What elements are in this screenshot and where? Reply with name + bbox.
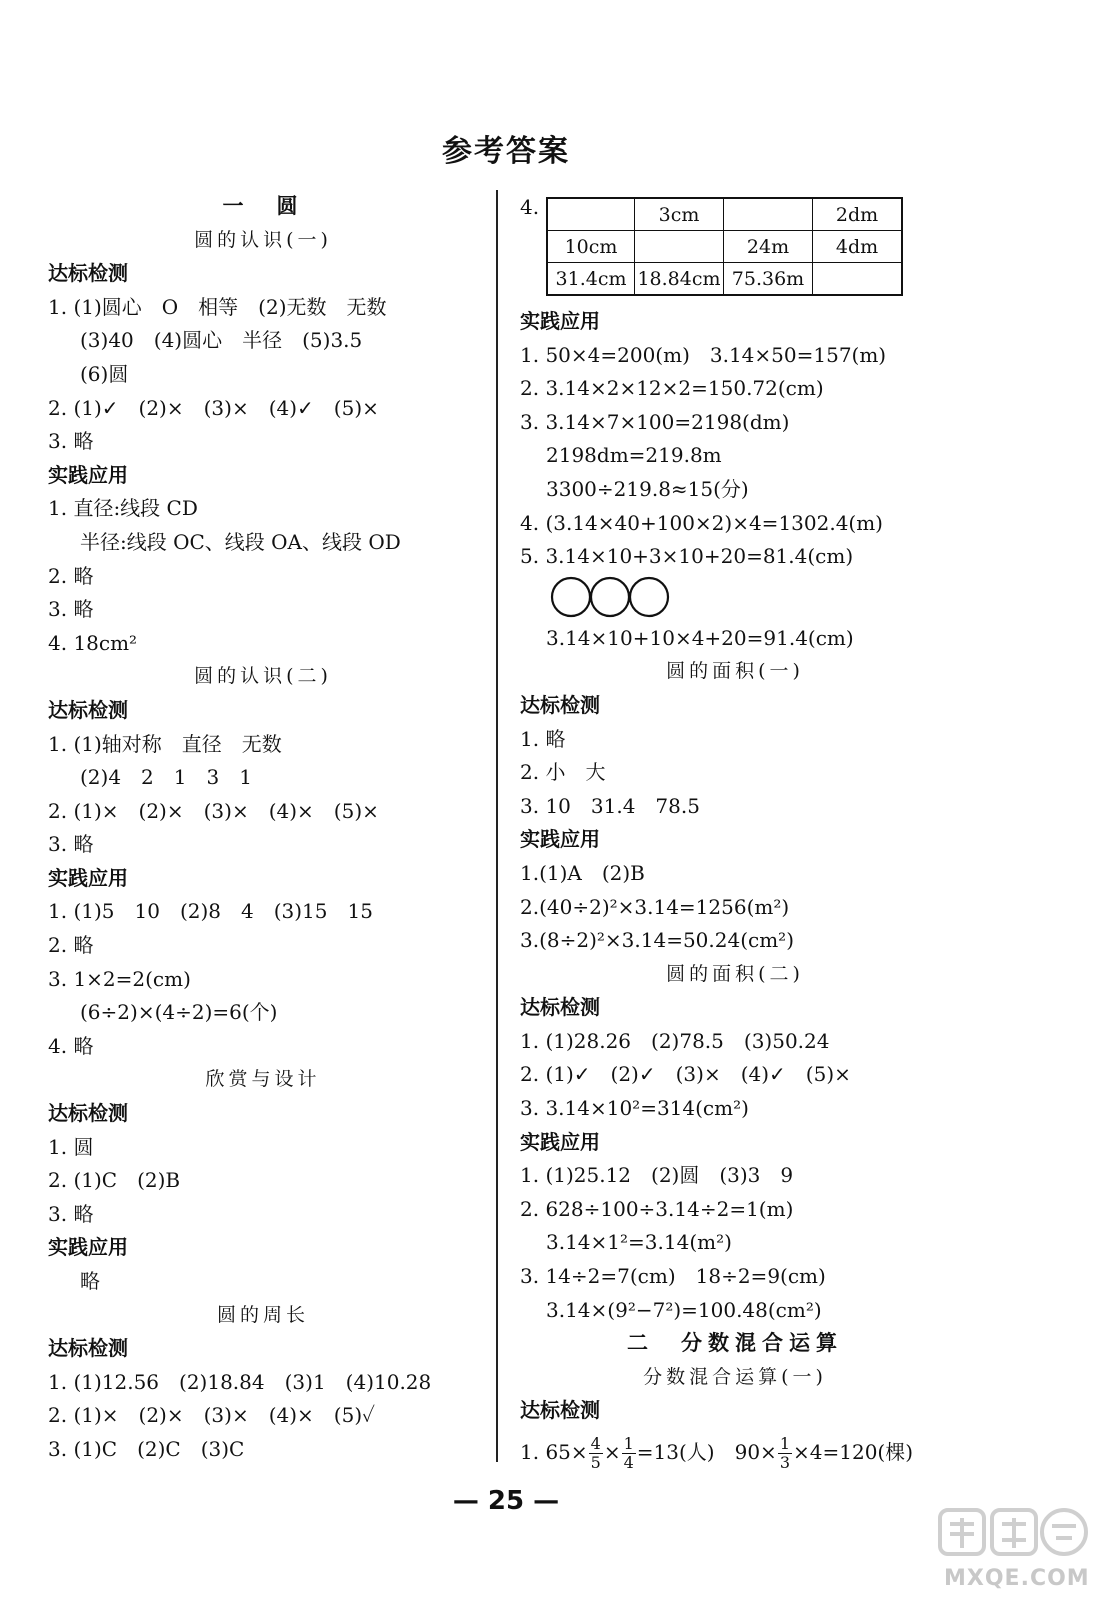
- answer-table: [546, 197, 903, 296]
- subsection-heading: 实践应用: [520, 1129, 600, 1154]
- table-cell: [724, 198, 813, 231]
- answer-line: 1. (1)圆心 O 相等 (2)无数 无数: [48, 294, 387, 319]
- answer-line: 2. (1)× (2)× (3)× (4)× (5)✓: [48, 1403, 376, 1428]
- denominator: 4: [623, 1453, 634, 1472]
- table-cell: [813, 263, 903, 296]
- answer-line: 5. 3.14×10+3×10+20=81.4(cm): [520, 544, 854, 569]
- answer-line: 4. (3.14×40+100×2)×4=1302.4(m): [520, 510, 883, 535]
- section-heading: 圆的面积(一): [666, 660, 804, 683]
- numerator: 1: [779, 1434, 791, 1453]
- answer-line-fractions: [520, 1428, 950, 1476]
- answer-line: 2. (1)✓ (2)✓ (3)× (4)✓ (5)×: [520, 1062, 851, 1087]
- section-heading: 圆的面积(二): [666, 962, 804, 985]
- subsection-heading: 达标检测: [520, 692, 600, 717]
- answer-line: 3.(8÷2)²×3.14=50.24(cm²): [520, 928, 795, 953]
- answer-line: 2. 3.14×2×12×2=150.72(cm): [520, 376, 824, 401]
- answer-line: 3. (1)C (2)C (3)C: [48, 1436, 245, 1461]
- subsection-heading: 达标检测: [48, 1336, 128, 1361]
- subsection-heading: 达标检测: [48, 1101, 128, 1126]
- answer-line: 3.14×1²=3.14(m²): [546, 1230, 732, 1255]
- answer-line: 3. 略: [48, 597, 94, 622]
- answer-line: 4. 略: [48, 1033, 94, 1058]
- answer-line: 半径:线段 OC、线段 OA、线段 OD: [80, 529, 401, 554]
- table-cell: 2dm: [813, 198, 903, 231]
- answer-line: 1.(1)A (2)B: [520, 860, 645, 885]
- page-number: — 25 —: [452, 1486, 560, 1516]
- answer-line: 2. 略: [48, 563, 94, 588]
- numerator: 4: [590, 1434, 601, 1453]
- answer-line: 3.14×10+10×4+20=91.4(cm): [546, 625, 854, 650]
- answer-line: 1. 50×4=200(m) 3.14×50=157(m): [520, 342, 887, 367]
- column-divider: [496, 190, 498, 1462]
- answer-line: 3. 略: [48, 1201, 94, 1226]
- subsection-heading: 达标检测: [48, 261, 128, 286]
- table-cell: 24m: [724, 231, 813, 263]
- table-cell: 10cm: [547, 231, 635, 263]
- table-cell: [635, 231, 724, 263]
- circles-diagram: [550, 576, 674, 618]
- answer-line: 3. 1×2=2(cm): [48, 966, 191, 991]
- table-cell: 4dm: [813, 231, 903, 263]
- subsection-heading: 实践应用: [48, 1235, 128, 1260]
- answer-line: 略: [80, 1269, 100, 1293]
- section-heading: 分数混合运算(一): [643, 1365, 827, 1388]
- answer-line: 3. 略: [48, 429, 94, 454]
- watermark: [936, 1504, 1096, 1594]
- subsection-heading: 实践应用: [48, 865, 128, 890]
- section-heading: 圆的认识(一): [194, 228, 332, 251]
- left-column: [48, 190, 478, 1467]
- answer-line: 3.14×(9²−7²)=100.48(cm²): [546, 1297, 822, 1322]
- answer-line: 1. 直径:线段 CD: [48, 496, 198, 521]
- table-cell: 75.36m: [724, 263, 813, 296]
- answer-line: 1. (1)28.26 (2)78.5 (3)50.24: [520, 1028, 830, 1053]
- expr-part: ×: [603, 1440, 621, 1464]
- answer-line: 1. 圆: [48, 1134, 94, 1159]
- answer-line: 2.(40÷2)²×3.14=1256(m²): [520, 894, 790, 919]
- table-row: [547, 198, 902, 231]
- table-cell: 3cm: [635, 198, 724, 231]
- section-heading: 欣赏与设计: [205, 1068, 321, 1091]
- answer-line: 3300÷219.8≈15(分): [546, 476, 749, 501]
- fraction: [778, 1435, 792, 1472]
- answer-line: 3. 10 31.4 78.5: [520, 793, 700, 818]
- answer-line: 3. 14÷2=7(cm) 18÷2=9(cm): [520, 1264, 826, 1289]
- answer-line: (3)40 (4)圆心 半径 (5)3.5: [80, 328, 363, 353]
- expr-part: =13(人) 90×: [636, 1440, 777, 1464]
- table-row: [547, 231, 902, 263]
- subsection-heading: 达标检测: [520, 995, 600, 1020]
- section-heading: 圆的周长: [216, 1303, 309, 1326]
- fraction: [622, 1435, 636, 1472]
- table-row: [547, 263, 902, 296]
- question-number: 4.: [520, 195, 540, 219]
- three-circles-figure: [520, 574, 950, 622]
- answer-line: 2. (1)× (2)× (3)× (4)× (5)×: [48, 798, 379, 823]
- answer-line: 2. (1)C (2)B: [48, 1168, 181, 1193]
- answer-line: 2198dm=219.8m: [546, 443, 722, 468]
- answer-line: 1. (1)12.56 (2)18.84 (3)1 (4)10.28: [48, 1369, 432, 1394]
- table-cell: 18.84cm: [635, 263, 724, 296]
- subsection-heading: 实践应用: [520, 827, 600, 852]
- chapter-heading: 二 分数混合运算: [627, 1331, 843, 1356]
- fraction: [589, 1435, 603, 1472]
- answer-line: 4. 18cm²: [48, 630, 138, 655]
- answer-line: (6)圆: [80, 361, 129, 386]
- answer-line: 2. 小 大: [520, 760, 606, 785]
- page-title: 参考答案: [442, 134, 570, 169]
- answer-line: 1. (1)轴对称 直径 无数: [48, 731, 282, 756]
- chapter-heading: 一 圆: [222, 194, 304, 218]
- answer-line: 3. 略: [48, 832, 94, 857]
- table-cell: [547, 198, 635, 231]
- answer-line: (2)4 2 1 3 1: [80, 765, 252, 790]
- expr-part: 1. 65×: [520, 1440, 588, 1464]
- answer-line: 2. 略: [48, 933, 94, 958]
- denominator: 5: [590, 1453, 601, 1472]
- answer-line: 3. 3.14×7×100=2198(dm): [520, 409, 790, 434]
- answer-line: 2. 628÷100÷3.14÷2=1(m): [520, 1196, 794, 1221]
- watermark-text: MXQE.COM: [944, 1566, 1090, 1591]
- subsection-heading: 达标检测: [48, 697, 128, 722]
- answer-line: (6÷2)×(4÷2)=6(个): [80, 1000, 278, 1025]
- right-column: [520, 195, 950, 1476]
- subsection-heading: 实践应用: [520, 309, 600, 333]
- answer-line: 2. (1)✓ (2)× (3)× (4)✓ (5)×: [48, 395, 379, 420]
- numerator: 1: [623, 1434, 634, 1453]
- table-cell: 31.4cm: [547, 263, 635, 296]
- subsection-heading: 达标检测: [520, 1398, 600, 1423]
- table-block: [520, 195, 950, 305]
- answer-line: 1. (1)25.12 (2)圆 (3)3 9: [520, 1163, 794, 1188]
- expr-part: ×4=120(棵): [793, 1440, 914, 1464]
- answer-line: 1. 略: [520, 726, 566, 751]
- denominator: 3: [779, 1453, 791, 1472]
- subsection-heading: 实践应用: [48, 462, 128, 487]
- answer-line: 3. 3.14×10²=314(cm²): [520, 1096, 749, 1121]
- answer-line: 1. (1)5 10 (2)8 4 (3)15 15: [48, 899, 373, 924]
- watermark-logo-icon: [936, 1504, 1092, 1562]
- section-heading: 圆的认识(二): [194, 665, 332, 688]
